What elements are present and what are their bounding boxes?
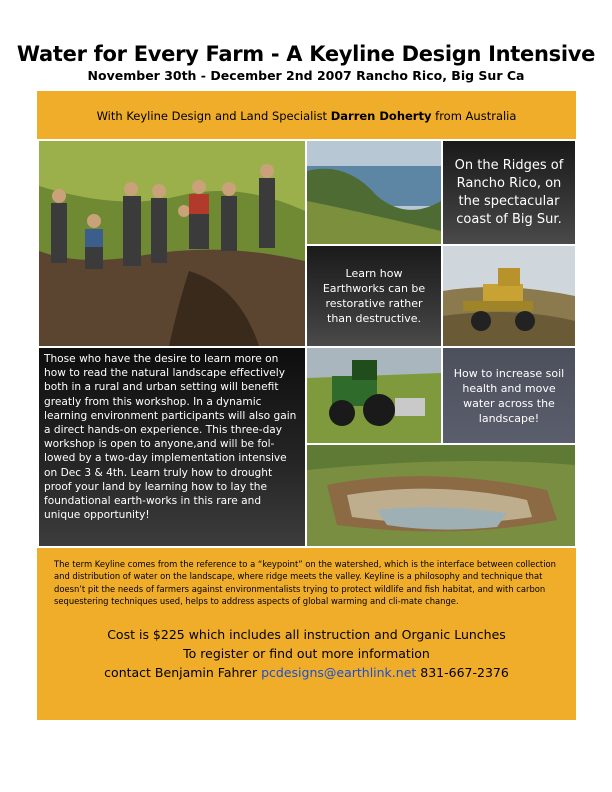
workshop-description <box>39 348 305 546</box>
speaker-suffix: from Australia <box>431 109 517 123</box>
register-line: To register or find out more information <box>183 646 430 661</box>
speaker-line <box>37 109 576 123</box>
cost-line: Cost is $225 which includes all instruction and Organic Lunches <box>107 627 506 642</box>
tractor-photo <box>307 348 441 443</box>
speaker-prefix: With Keyline Design and Land Specialist <box>96 109 331 123</box>
soil-caption <box>443 348 575 443</box>
event-dates-location: November 30th - December 2nd 2007 Rancho Rico, Big Sur Ca <box>87 68 525 83</box>
earthworks-caption-text: Learn how Earthworks can be restorative rather than destructive. <box>322 267 426 325</box>
workshop-description-text: Those who have the desire to learn more on how to read the natural landscape effectively both in a rural and urban setting will benefit greatly from this workshop. In a dynamic learning environment participants will also gain a direct hands-on experience. This three-day workshop is open to anyone,and will be fol-lowed by a two-day implementation intensive on Dec 3 & 4th. Learn truly how to drought proof your land by learning how to lay the foundational earth-works in this rare and unique opportunity! <box>44 353 297 522</box>
contact-name: contact Benjamin Fahrer <box>104 665 262 680</box>
speaker-name: Darren Doherty <box>330 109 432 123</box>
ridges-caption-text: On the Ridges of Rancho Rico, on the spectacular coast of Big Sur. <box>454 157 564 227</box>
contact-line <box>37 665 576 680</box>
photo-collage <box>37 139 576 548</box>
grader-photo <box>443 246 575 346</box>
coast-photo <box>307 141 441 244</box>
keyline-definition: The term Keyline comes from the reference to a “keypoint” on the watershed, which is the interface between collection and distribution of water on the landscape, where ridge meets the valley. Keyline is a philosophy and technique that doesn’t pit the needs of farmers against environmentalists trying to protect wildlife and fish habitat, and with carbon sequestering techniques used, helps to address aspects of global warming and cli-mate change. <box>54 559 556 606</box>
group-photo <box>39 141 305 346</box>
swale-photo <box>307 445 575 546</box>
email-link[interactable]: pcdesigns@earthlink.net <box>261 665 417 680</box>
ridges-caption <box>443 141 575 244</box>
earthworks-caption <box>307 246 441 346</box>
soil-caption-text: How to increase soil health and move water across the landscape! <box>453 366 565 425</box>
phone-number: 831-667-2376 <box>416 665 509 680</box>
flyer-title: Water for Every Farm - A Keyline Design Intensive <box>16 42 596 66</box>
